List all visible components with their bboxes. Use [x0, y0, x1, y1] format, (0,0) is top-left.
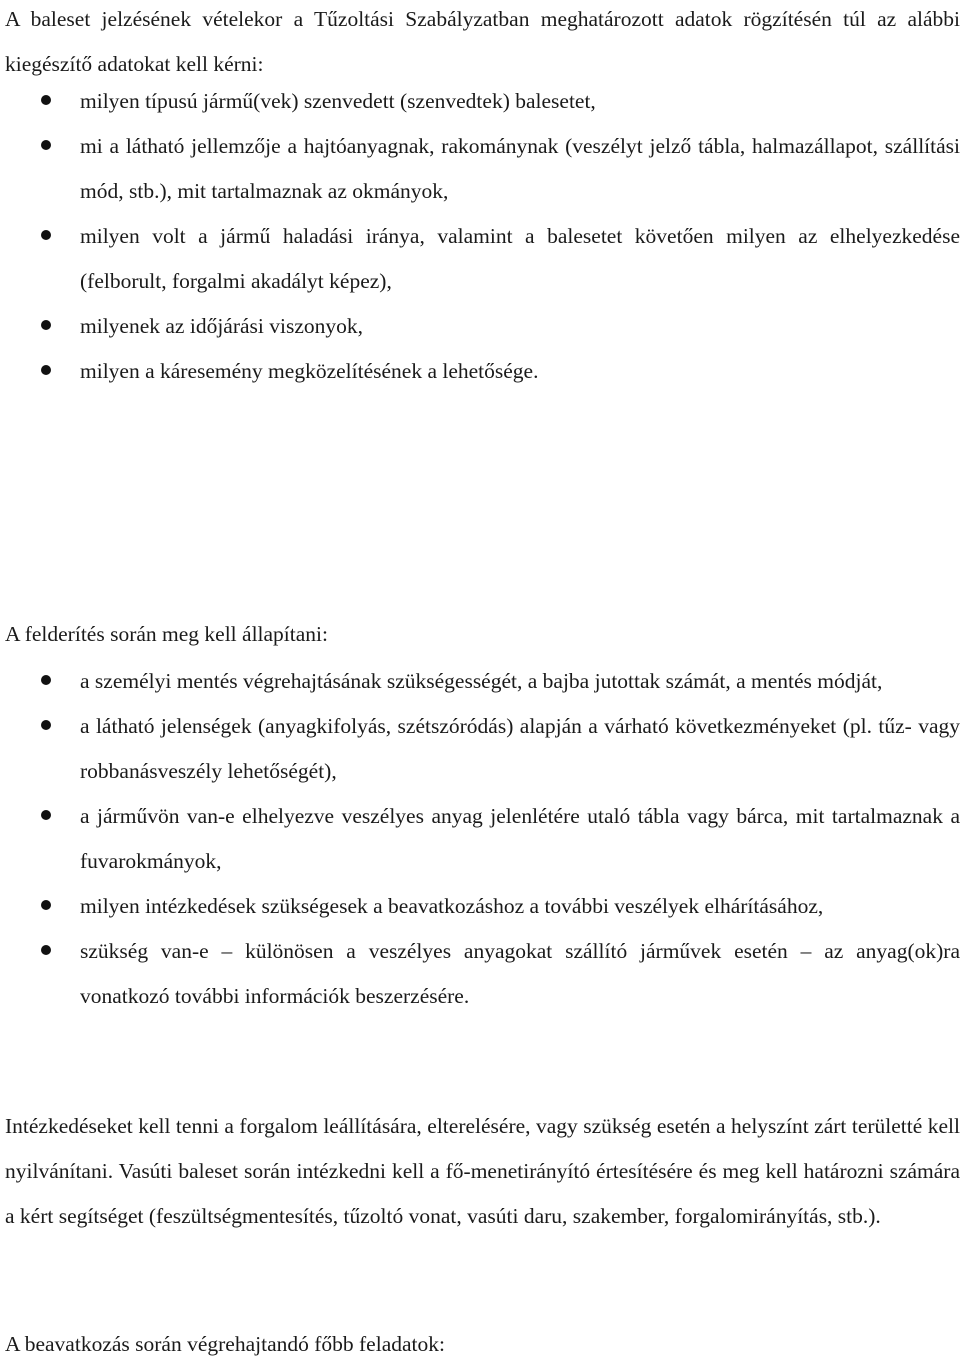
list-item: a látható jelenségek (anyagkifolyás, szétszóródás) alapján a várható következményeket (pl. tűz- vagy robbanásveszély lehetőségét), — [5, 704, 960, 794]
section2-list — [5, 659, 960, 1019]
bullet-icon — [41, 320, 51, 330]
bullet-icon — [41, 95, 51, 105]
paragraph-traffic-measures: Intézkedéseket kell tenni a forgalom leállítására, elterelésére, vagy szükség esetén a helyszínt zárt területté kell nyilvánítani. Vasúti baleset során intézkedni kell a fő-menetirányító értesítésére és meg kell határozni számára a kért segítséget (feszültségmentesítés, tűzoltó vonat, vasúti daru, szakember, forgalomirányítás, stb.). — [5, 1114, 960, 1228]
section4-heading: A beavatkozás során végrehajtandó főbb feladatok: — [5, 1332, 445, 1356]
bullet-icon — [41, 810, 51, 820]
list-item: szükség van-e – különösen a veszélyes anyagokat szállító járművek esetén – az anyag(ok)ra vonatkozó további információk beszerzésére. — [5, 929, 960, 1019]
bullet-icon — [41, 900, 51, 910]
list-item: milyen intézkedések szükségesek a beavatkozáshoz a további veszélyek elhárításához, — [5, 884, 960, 929]
list-item: a járművön van-e elhelyezve veszélyes anyag jelenlétére utaló tábla vagy bárca, mit tartalmaznak a fuvarokmányok, — [5, 794, 960, 884]
bullet-icon — [41, 945, 51, 955]
section1-list — [5, 79, 960, 394]
bullet-icon — [41, 675, 51, 685]
section1-intro: A baleset jelzésének vételekor a Tűzoltási Szabályzatban meghatározott adatok rögzítésén túl az alábbi kiegészítő adatokat kell kérni: — [5, 7, 960, 76]
list-item: milyenek az időjárási viszonyok, — [5, 304, 960, 349]
bullet-icon — [41, 720, 51, 730]
section2-intro: A felderítés során meg kell állapítani: — [5, 622, 328, 646]
list-item: mi a látható jellemzője a hajtóanyagnak, rakománynak (veszélyt jelző tábla, halmazállapot, szállítási mód, stb.), mit tartalmaznak az okmányok, — [5, 124, 960, 214]
bullet-icon — [41, 365, 51, 375]
bullet-icon — [41, 140, 51, 150]
list-item: milyen a káresemény megközelítésének a lehetősége. — [5, 349, 960, 394]
list-item: milyen típusú jármű(vek) szenvedett (szenvedtek) balesetet, — [5, 79, 960, 124]
bullet-icon — [41, 230, 51, 240]
list-item: milyen volt a jármű haladási iránya, valamint a balesetet követően milyen az elhelyezkedése (felborult, forgalmi akadályt képez), — [5, 214, 960, 304]
list-item: a személyi mentés végrehajtásának szükségességét, a bajba jutottak számát, a mentés módját, — [5, 659, 960, 704]
